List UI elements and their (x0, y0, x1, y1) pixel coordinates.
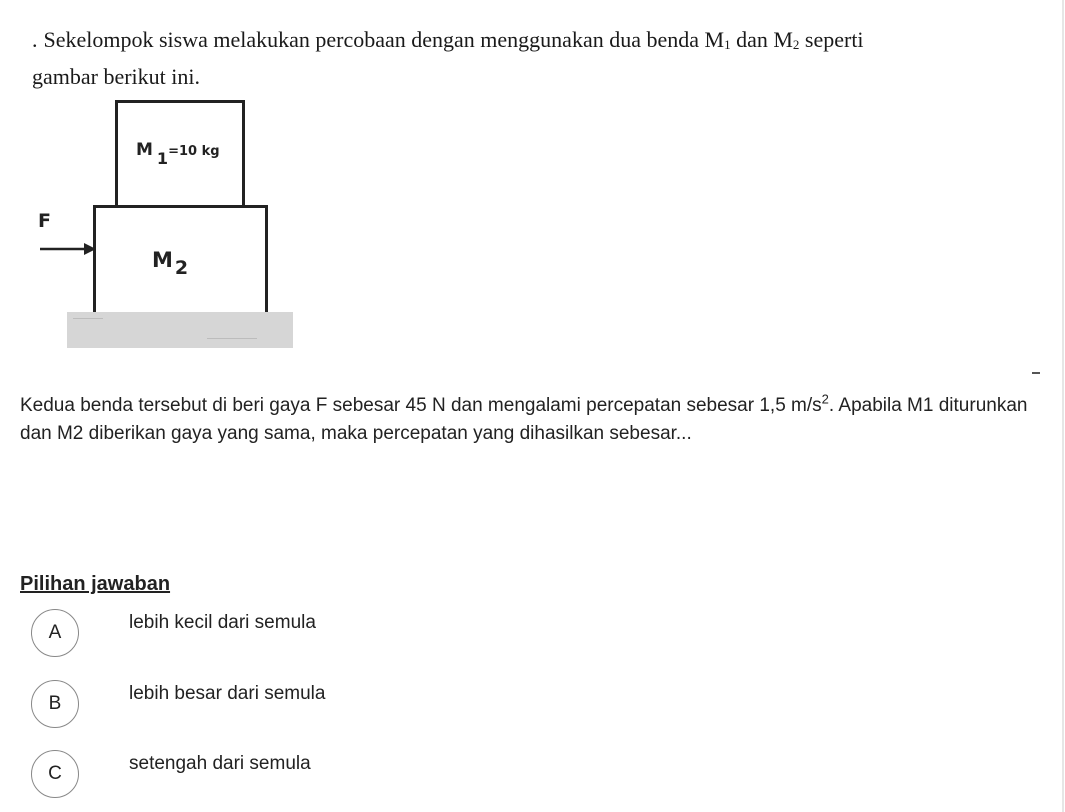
option-c-circle[interactable]: C (31, 750, 79, 798)
force-arrow-icon (40, 242, 98, 256)
intro-bullet: . (32, 27, 38, 52)
answer-option-a[interactable] (31, 609, 731, 661)
intro-line2: gambar berikut ini. (32, 64, 201, 89)
m1-mass-value: =10 kg (168, 144, 220, 159)
question-exponent: 2 (821, 391, 829, 407)
option-a-circle[interactable]: A (31, 609, 79, 657)
intro-text (32, 24, 1027, 93)
answer-option-b[interactable] (31, 680, 731, 732)
answer-option-c[interactable] (31, 750, 731, 802)
option-c-text: setengah dari semula (129, 753, 311, 774)
option-b-text: lebih besar dari semula (129, 683, 326, 704)
intro-sub-1: 1 (724, 37, 731, 52)
m2-subscript: 2 (174, 257, 189, 279)
question-part2: . Apabila M1 diturunkan dan M2 diberikan gaya yang sama, maka percepatan yang dihasilkan sebesar... (20, 395, 1028, 444)
force-label: F (38, 210, 51, 232)
ground-mark (73, 318, 103, 319)
m1-subscript: 1 (156, 149, 169, 168)
answer-options-heading: Pilihan jawaban (20, 573, 171, 595)
right-divider (1062, 0, 1064, 812)
ground-mark (207, 338, 257, 339)
question-part1: Kedua benda tersebut di beri gaya F sebesar 45 N dan mengalami percepatan sebesar 1,5 m/s (20, 395, 822, 416)
block-m2 (93, 205, 268, 315)
intro-mid: dan M (730, 27, 793, 52)
m1-symbol: M (136, 140, 153, 160)
option-b-circle[interactable]: B (31, 680, 79, 728)
option-a-text: lebih kecil dari semula (129, 612, 316, 633)
intro-line1: Sekelompok siswa melakukan percobaan dengan menggunakan dua benda M (43, 27, 725, 52)
question-text (20, 392, 1050, 448)
m2-symbol: M (152, 248, 173, 272)
block-m1 (115, 100, 245, 208)
block-m2-label (152, 248, 189, 279)
intro-sub-2: 2 (792, 37, 800, 52)
problem-image (18, 20, 1028, 360)
intro-end: seperti (799, 27, 864, 52)
ground-surface (67, 312, 293, 348)
stray-mark (1032, 372, 1040, 374)
block-m1-label (136, 140, 220, 168)
